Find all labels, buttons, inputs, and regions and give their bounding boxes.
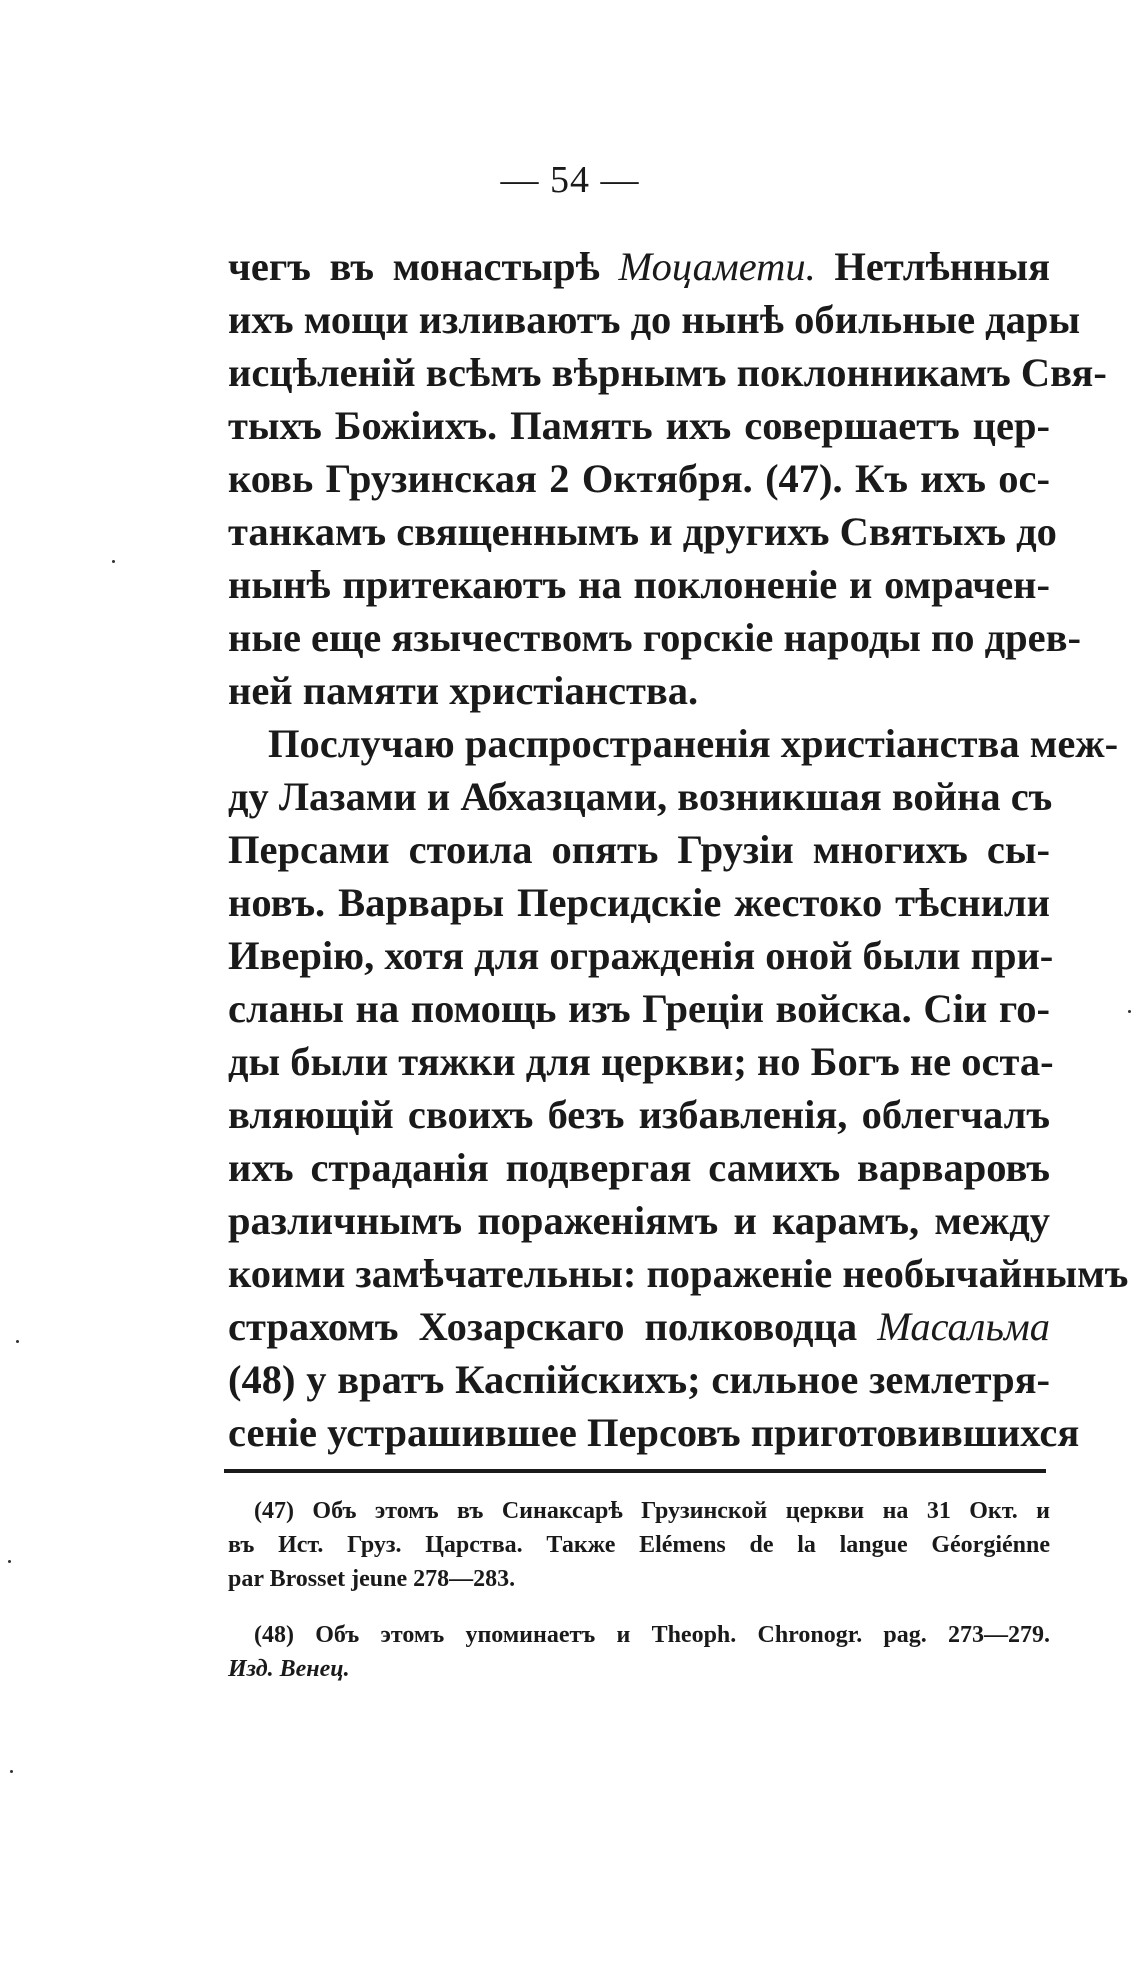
text-line: сеніе устрашившее Персовъ приготовившихся	[228, 1410, 1080, 1455]
text-line: исцѣленій всѣмъ вѣрнымъ поклонникамъ Свя-	[228, 350, 1107, 395]
scan-speck	[8, 1560, 11, 1563]
paragraph-2	[228, 717, 1129, 1459]
footnote-line: (48) Объ этомъ упоминаетъ и Theoph. Chronogr. pag. 273—279.	[254, 1622, 1050, 1648]
footnote-47	[228, 1494, 1050, 1596]
scan-speck	[1128, 1010, 1131, 1013]
scan-speck	[10, 1770, 13, 1773]
text-line: сланы на помощь изъ Греціи войска. Сіи го-	[228, 986, 1050, 1031]
italic-place-name: Моцамети.	[618, 244, 816, 289]
text-line: нынѣ притекаютъ на поклоненіе и омрачен-	[228, 562, 1050, 607]
footnote-line: Изд. Венец.	[228, 1656, 350, 1682]
text-line: ихъ страданія подвергая самихъ варваровъ	[228, 1145, 1050, 1190]
footnote-line: въ Ист. Груз. Царства. Также Elémens de la langue Géorgiénne	[228, 1532, 1050, 1558]
text-line: Иверію, хотя для огражденія оной были при-	[228, 933, 1054, 978]
text-line: ды были тяжки для церкви; но Богъ не оста-	[228, 1039, 1054, 1084]
text-line: ней памяти христіанства.	[228, 668, 699, 713]
text-span: чегъ въ монастырѣ	[228, 244, 600, 289]
footnote-48	[228, 1618, 1050, 1686]
text-line: ду Лазами и Абхазцами, возникшая война съ	[228, 774, 1053, 819]
text-line: новъ. Варвары Персидскіе жестоко тѣснили	[228, 880, 1050, 925]
scan-speck	[112, 560, 115, 563]
text-line	[228, 1300, 1050, 1353]
text-line: различнымъ пораженіямъ и карамъ, между	[228, 1198, 1050, 1243]
scan-speck	[16, 1340, 19, 1343]
text-span: страхомъ Хозарскаго полководца	[228, 1304, 858, 1349]
text-line: Послучаю распространенія христіанства меж-	[268, 721, 1119, 766]
text-line: тыхъ Божіихъ. Память ихъ совершаетъ цер-	[228, 403, 1050, 448]
italic-person-name: Масальма	[877, 1304, 1050, 1349]
paragraph-1	[228, 240, 1107, 717]
footnote-rule	[224, 1469, 1046, 1473]
footnote-line: (47) Объ этомъ въ Синаксарѣ Грузинской церкви на 31 Окт. и	[254, 1498, 1050, 1524]
text-span: Нетлѣнныя	[834, 244, 1050, 289]
page-number: — 54 —	[500, 159, 640, 201]
text-line: танкамъ священнымъ и другихъ Святыхъ до	[228, 509, 1057, 554]
footnote-line: par Brosset jeune 278—283.	[228, 1566, 516, 1592]
text-line: (48) у вратъ Каспійскихъ; сильное землетря-	[228, 1357, 1050, 1402]
text-line: Персами стоила опять Грузіи многихъ сы-	[228, 827, 1050, 872]
text-line	[228, 240, 1050, 293]
text-line: коими замѣчательны: пораженіе необычайнымъ	[228, 1251, 1129, 1296]
text-line: ихъ мощи изливаютъ до нынѣ обильные дары	[228, 297, 1081, 342]
text-line: ные еще язычествомъ горскіе народы по древ-	[228, 615, 1082, 660]
text-line: ковь Грузинская 2 Октября. (47). Къ ихъ ос-	[228, 456, 1050, 501]
text-line: вляющій своихъ безъ избавленія, облегчалъ	[228, 1092, 1050, 1137]
